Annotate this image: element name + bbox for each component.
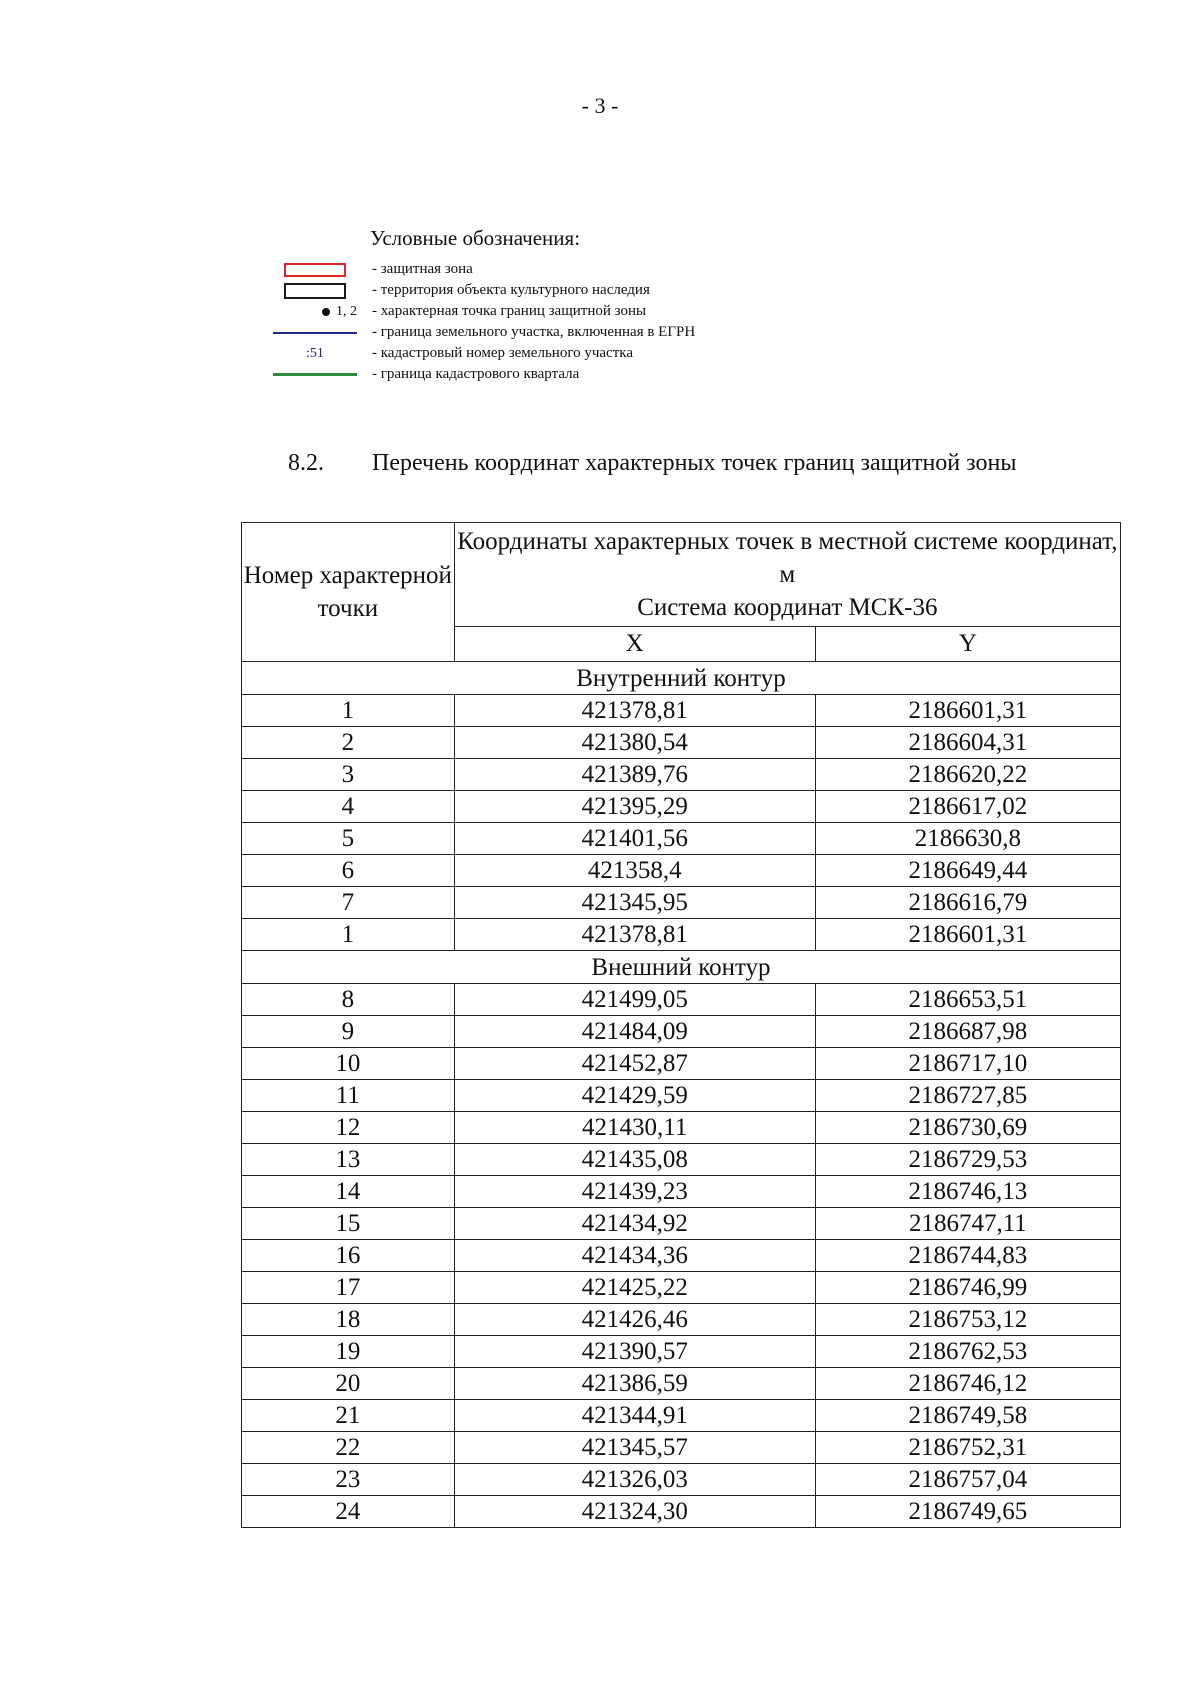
x-coordinate-cell: 421345,57 — [454, 1432, 815, 1464]
header-point-number: Номер характерной точки — [242, 523, 455, 662]
y-coordinate-cell: 2186649,44 — [815, 855, 1120, 887]
point-symbol — [270, 301, 360, 322]
x-coordinate-cell: 421435,08 — [454, 1144, 815, 1176]
y-coordinate-cell: 2186729,53 — [815, 1144, 1120, 1176]
point-number-cell: 4 — [242, 791, 455, 823]
legend-item-label: - характерная точка границ защитной зоны — [372, 303, 647, 319]
x-coordinate-cell: 421426,46 — [454, 1304, 815, 1336]
x-coordinate-cell: 421434,36 — [454, 1240, 815, 1272]
x-coordinate-cell: 421390,57 — [454, 1336, 815, 1368]
table-row — [242, 1048, 1121, 1080]
y-coordinate-cell: 2186746,99 — [815, 1272, 1120, 1304]
point-number-cell: 9 — [242, 1016, 455, 1048]
y-coordinate-cell: 2186746,12 — [815, 1368, 1120, 1400]
x-coordinate-cell: 421499,05 — [454, 984, 815, 1016]
x-coordinate-cell: 421345,95 — [454, 887, 815, 919]
point-number-cell: 3 — [242, 759, 455, 791]
x-coordinate-cell: 421401,56 — [454, 823, 815, 855]
header-coordinates — [454, 523, 1120, 627]
point-number-cell: 2 — [242, 727, 455, 759]
table-row — [242, 1464, 1121, 1496]
point-number-cell: 21 — [242, 1400, 455, 1432]
x-coordinate-cell: 421358,4 — [454, 855, 815, 887]
y-coordinate-cell: 2186753,12 — [815, 1304, 1120, 1336]
section-row — [242, 951, 1121, 984]
point-number-cell: 13 — [242, 1144, 455, 1176]
table-row — [242, 984, 1121, 1016]
point-number-cell: 10 — [242, 1048, 455, 1080]
point-number-cell: 11 — [242, 1080, 455, 1112]
table-row — [242, 1432, 1121, 1464]
table-row — [242, 1144, 1121, 1176]
table-row — [242, 1080, 1121, 1112]
black-rectangle-symbol — [270, 280, 360, 301]
table-row — [242, 823, 1121, 855]
table-row — [242, 1336, 1121, 1368]
cadastral-symbol-label: :51 — [306, 345, 324, 361]
y-coordinate-cell: 2186687,98 — [815, 1016, 1120, 1048]
point-number-cell: 20 — [242, 1368, 455, 1400]
table-row — [242, 1272, 1121, 1304]
section-title-cell: Внутренний контур — [242, 662, 1121, 695]
point-number-cell: 14 — [242, 1176, 455, 1208]
header-x: X — [454, 627, 815, 662]
y-coordinate-cell: 2186620,22 — [815, 759, 1120, 791]
legend-item-characteristic-point — [270, 301, 830, 322]
y-coordinate-cell: 2186757,04 — [815, 1464, 1120, 1496]
x-coordinate-cell: 421324,30 — [454, 1496, 815, 1528]
legend-item-cadastral-quarter — [270, 364, 830, 385]
x-coordinate-cell: 421344,91 — [454, 1400, 815, 1432]
y-coordinate-cell: 2186617,02 — [815, 791, 1120, 823]
x-coordinate-cell: 421434,92 — [454, 1208, 815, 1240]
section-number: 8.2. — [288, 450, 324, 476]
y-coordinate-cell: 2186653,51 — [815, 984, 1120, 1016]
section-title: Перечень координат характерных точек границ защитной зоны — [372, 450, 1017, 476]
cadastral-label-symbol — [270, 343, 360, 364]
point-number-cell: 17 — [242, 1272, 455, 1304]
point-number-cell: 18 — [242, 1304, 455, 1336]
table-row — [242, 855, 1121, 887]
x-coordinate-cell: 421380,54 — [454, 727, 815, 759]
y-coordinate-cell: 2186630,8 — [815, 823, 1120, 855]
x-coordinate-cell: 421452,87 — [454, 1048, 815, 1080]
x-coordinate-cell: 421439,23 — [454, 1176, 815, 1208]
x-coordinate-cell: 421484,09 — [454, 1016, 815, 1048]
green-line-symbol — [270, 364, 360, 385]
table-row — [242, 727, 1121, 759]
y-coordinate-cell: 2186601,31 — [815, 919, 1120, 951]
table-row — [242, 1240, 1121, 1272]
y-coordinate-cell: 2186752,31 — [815, 1432, 1120, 1464]
legend-item-cadastral-number — [270, 343, 830, 364]
table-row — [242, 1176, 1121, 1208]
x-coordinate-cell: 421326,03 — [454, 1464, 815, 1496]
y-coordinate-cell: 2186749,65 — [815, 1496, 1120, 1528]
table-row — [242, 1016, 1121, 1048]
x-coordinate-cell: 421389,76 — [454, 759, 815, 791]
x-coordinate-cell: 421429,59 — [454, 1080, 815, 1112]
y-coordinate-cell: 2186744,83 — [815, 1240, 1120, 1272]
header-coordinates-line1: Координаты характерных точек в местной системе координат, м — [457, 528, 1118, 588]
page-number: - 3 - — [581, 93, 619, 118]
point-number-cell: 22 — [242, 1432, 455, 1464]
x-coordinate-cell: 421395,29 — [454, 791, 815, 823]
point-number-cell: 24 — [242, 1496, 455, 1528]
legend-item-label: - защитная зона — [372, 261, 473, 277]
legend-item-protective-zone — [270, 259, 830, 280]
legend-item-label: - территория объекта культурного наследия — [372, 282, 650, 298]
point-number-cell: 5 — [242, 823, 455, 855]
point-number-cell: 6 — [242, 855, 455, 887]
point-number-cell: 12 — [242, 1112, 455, 1144]
point-number-cell: 16 — [242, 1240, 455, 1272]
point-number-cell: 23 — [242, 1464, 455, 1496]
y-coordinate-cell: 2186746,13 — [815, 1176, 1120, 1208]
point-number-cell: 15 — [242, 1208, 455, 1240]
point-dot-icon — [322, 308, 330, 316]
legend-item-heritage-territory — [270, 280, 830, 301]
table-body — [242, 662, 1121, 1528]
x-coordinate-cell: 421430,11 — [454, 1112, 815, 1144]
y-coordinate-cell: 2186747,11 — [815, 1208, 1120, 1240]
point-number-cell: 8 — [242, 984, 455, 1016]
table-row — [242, 695, 1121, 727]
section-row — [242, 662, 1121, 695]
table-row — [242, 887, 1121, 919]
point-number-cell: 19 — [242, 1336, 455, 1368]
legend-item-label: - граница кадастрового квартала — [372, 366, 580, 382]
table-row — [242, 1112, 1121, 1144]
legend-item-label: - кадастровый номер земельного участка — [372, 345, 633, 361]
blue-line-symbol — [270, 322, 360, 343]
legend-item-label: - граница земельного участка, включенная в ЕГРН — [372, 324, 696, 340]
point-symbol-label: 1, 2 — [336, 303, 357, 319]
table-row — [242, 1368, 1121, 1400]
legend — [270, 226, 830, 385]
y-coordinate-cell: 2186762,53 — [815, 1336, 1120, 1368]
y-coordinate-cell: 2186727,85 — [815, 1080, 1120, 1112]
legend-item-land-plot-boundary — [270, 322, 830, 343]
legend-title: Условные обозначения: — [370, 226, 581, 250]
y-coordinate-cell: 2186616,79 — [815, 887, 1120, 919]
x-coordinate-cell: 421378,81 — [454, 695, 815, 727]
x-coordinate-cell: 421378,81 — [454, 919, 815, 951]
header-y: Y — [815, 627, 1120, 662]
section-heading — [288, 450, 1016, 477]
table-row — [242, 1208, 1121, 1240]
table-row — [242, 1304, 1121, 1336]
table-row — [242, 759, 1121, 791]
point-number-cell: 7 — [242, 887, 455, 919]
y-coordinate-cell: 2186601,31 — [815, 695, 1120, 727]
header-coordinates-line2: Система координат МСК-36 — [637, 594, 938, 621]
y-coordinate-cell: 2186749,58 — [815, 1400, 1120, 1432]
red-rectangle-symbol — [270, 259, 360, 280]
point-number-cell: 1 — [242, 919, 455, 951]
y-coordinate-cell: 2186717,10 — [815, 1048, 1120, 1080]
table-row — [242, 1400, 1121, 1432]
point-number-cell: 1 — [242, 695, 455, 727]
x-coordinate-cell: 421425,22 — [454, 1272, 815, 1304]
table-row — [242, 919, 1121, 951]
table-row — [242, 791, 1121, 823]
coordinates-table — [241, 522, 1121, 1528]
y-coordinate-cell: 2186604,31 — [815, 727, 1120, 759]
x-coordinate-cell: 421386,59 — [454, 1368, 815, 1400]
table-row — [242, 1496, 1121, 1528]
y-coordinate-cell: 2186730,69 — [815, 1112, 1120, 1144]
section-title-cell: Внешний контур — [242, 951, 1121, 984]
